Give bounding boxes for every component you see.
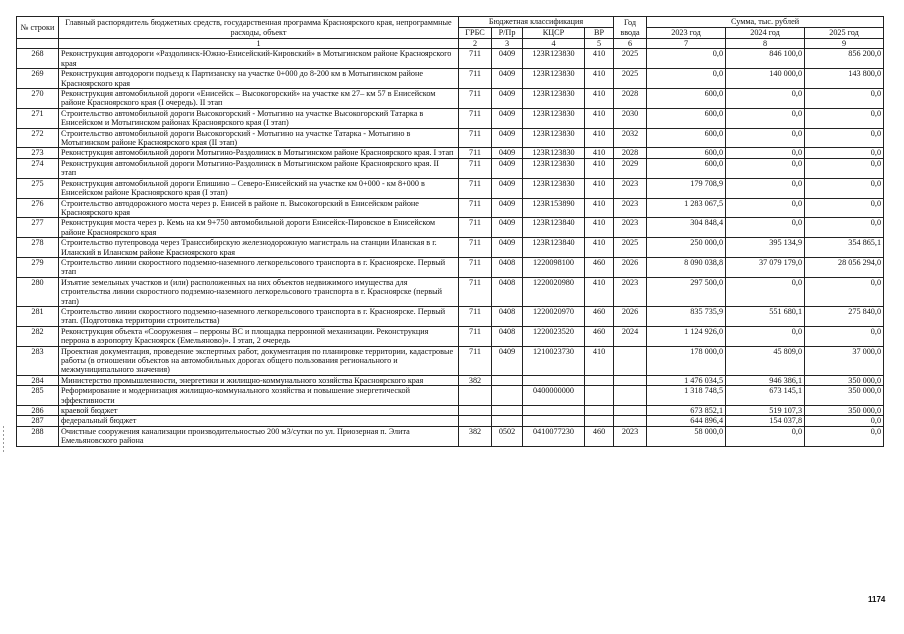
table-row xyxy=(17,416,884,426)
table-row xyxy=(17,128,884,148)
cell-grbs: 711 xyxy=(459,128,492,148)
cell-vr xyxy=(585,416,614,426)
cell-grbs xyxy=(459,406,492,416)
table-row xyxy=(17,148,884,158)
cell-vr xyxy=(585,406,614,416)
cell-rpr: 0409 xyxy=(492,69,523,89)
cell-sum-2023: 58 000,0 xyxy=(647,426,726,446)
cell-rpr xyxy=(492,406,523,416)
cell-kcsr: 123R123830 xyxy=(523,178,585,198)
table-row xyxy=(17,89,884,109)
cell-object-name: Строительство линии скоростного подземно-наземного легкорельсового транспорта в г. Красноярске. Первый этап xyxy=(59,257,459,277)
header-sum: Сумма, тыс. рублей xyxy=(647,17,884,28)
cell-vr: 410 xyxy=(585,148,614,158)
cell-row-number: 274 xyxy=(17,158,59,178)
table-row xyxy=(17,49,884,69)
cell-object-name: Строительство автодорожного моста через р. Енисей в районе п. Высокогорский в Енисейском районе Красноярского края xyxy=(59,198,459,218)
cell-year: 2023 xyxy=(614,198,647,218)
cell-grbs: 382 xyxy=(459,426,492,446)
cell-sum-2024: 0,0 xyxy=(726,178,805,198)
cell-year: 2023 xyxy=(614,178,647,198)
cell-grbs: 711 xyxy=(459,108,492,128)
cell-year: 2026 xyxy=(614,257,647,277)
cell-sum-2024: 37 079 179,0 xyxy=(726,257,805,277)
table-row xyxy=(17,406,884,416)
cell-vr: 460 xyxy=(585,306,614,326)
header-row-number: № строки xyxy=(17,17,59,39)
cell-rpr: 0409 xyxy=(492,49,523,69)
budget-table-sheet xyxy=(16,16,883,447)
cell-sum-2025: 37 000,0 xyxy=(805,346,884,375)
cell-sum-2023: 1 124 926,0 xyxy=(647,326,726,346)
cell-sum-2025: 143 800,0 xyxy=(805,69,884,89)
cell-sum-2023: 0,0 xyxy=(647,69,726,89)
table-row xyxy=(17,375,884,385)
cell-kcsr: 123R123830 xyxy=(523,108,585,128)
cell-sum-2024: 0,0 xyxy=(726,426,805,446)
cell-sum-2025: 0,0 xyxy=(805,89,884,109)
cell-row-number: 272 xyxy=(17,128,59,148)
cell-vr: 410 xyxy=(585,89,614,109)
cell-sum-2023: 600,0 xyxy=(647,148,726,158)
cell-rpr: 0408 xyxy=(492,277,523,306)
cell-year: 2023 xyxy=(614,277,647,306)
header-2024: 2024 год xyxy=(726,28,805,39)
cell-object-name: Строительство автомобильной дороги Высокогорский - Мотыгино на участке Татарка - Мотыгино в Мотыгинском районе Красноярского края (II этап) xyxy=(59,128,459,148)
cell-rpr: 0408 xyxy=(492,257,523,277)
table-row xyxy=(17,386,884,406)
table-row xyxy=(17,218,884,238)
table-row xyxy=(17,306,884,326)
cell-year: 2023 xyxy=(614,426,647,446)
cell-rpr: 0409 xyxy=(492,218,523,238)
cell-row-number: 287 xyxy=(17,416,59,426)
cell-kcsr xyxy=(523,406,585,416)
cell-object-name: Строительство автомобильной дороги Высокогорский - Мотыгино на участке Высокогорский Татарка в Енисейском и Мотыгинском районах Красноярского края (I этап) xyxy=(59,108,459,128)
cell-row-number: 277 xyxy=(17,218,59,238)
cell-kcsr: 123R123830 xyxy=(523,69,585,89)
cell-kcsr: 0410077230 xyxy=(523,426,585,446)
cell-rpr: 0408 xyxy=(492,326,523,346)
cell-sum-2023: 1 318 748,5 xyxy=(647,386,726,406)
cell-row-number: 282 xyxy=(17,326,59,346)
cell-rpr: 0409 xyxy=(492,89,523,109)
cell-kcsr: 123R123840 xyxy=(523,218,585,238)
header-object-name: Главный распорядитель бюджетных средств, государственная программа Красноярского края, непрограммные расходы, объект xyxy=(59,17,459,39)
cell-row-number: 286 xyxy=(17,406,59,416)
cell-object-name: Реконструкция автомобильной дороги Епишино – Северо-Енисейский на участке км 0+000 - км 8+000 в Енисейском районе Красноярского края (I этап) xyxy=(59,178,459,198)
header-budget-classification: Бюджетная классификация xyxy=(459,17,614,28)
cell-object-name: Изъятие земельных участков и (или) расположенных на них объектов недвижимого имущества для строительства линии скоростного подземно-наземного легкорельсового транспорта в г. Красноярске (первый этап) xyxy=(59,277,459,306)
cell-grbs: 711 xyxy=(459,346,492,375)
cell-row-number: 271 xyxy=(17,108,59,128)
cell-kcsr: 123R153890 xyxy=(523,198,585,218)
cell-vr: 460 xyxy=(585,257,614,277)
budget-table xyxy=(16,16,884,447)
column-index: 1 xyxy=(59,39,459,49)
cell-grbs: 711 xyxy=(459,148,492,158)
cell-row-number: 270 xyxy=(17,89,59,109)
cell-kcsr xyxy=(523,416,585,426)
cell-rpr: 0409 xyxy=(492,108,523,128)
cell-year xyxy=(614,416,647,426)
cell-sum-2023: 0,0 xyxy=(647,49,726,69)
cell-sum-2023: 179 708,9 xyxy=(647,178,726,198)
cell-sum-2025: 0,0 xyxy=(805,128,884,148)
cell-row-number: 275 xyxy=(17,178,59,198)
cell-sum-2024: 0,0 xyxy=(726,128,805,148)
cell-sum-2025: 350 000,0 xyxy=(805,386,884,406)
cell-vr xyxy=(585,375,614,385)
column-index: 4 xyxy=(523,39,585,49)
cell-sum-2024: 673 145,1 xyxy=(726,386,805,406)
cell-year xyxy=(614,375,647,385)
cell-row-number: 268 xyxy=(17,49,59,69)
cell-kcsr: 1220020980 xyxy=(523,277,585,306)
cell-grbs: 711 xyxy=(459,69,492,89)
cell-row-number: 285 xyxy=(17,386,59,406)
cell-vr: 410 xyxy=(585,277,614,306)
cell-sum-2025: 0,0 xyxy=(805,416,884,426)
cell-rpr xyxy=(492,375,523,385)
cell-vr: 410 xyxy=(585,49,614,69)
cell-object-name: Проектная документация, проведение экспертных работ, документация по планировке территории, кадастровые работы (в отношении объектов на автомобильных дорогах общего пользования регионального и межмуниципального значения) xyxy=(59,346,459,375)
table-row xyxy=(17,178,884,198)
cell-sum-2023: 600,0 xyxy=(647,108,726,128)
cell-year: 2025 xyxy=(614,238,647,258)
cell-year xyxy=(614,406,647,416)
cell-year: 2025 xyxy=(614,69,647,89)
header-kcsr: КЦСР xyxy=(523,28,585,39)
cell-kcsr: 1220023520 xyxy=(523,326,585,346)
table-row xyxy=(17,277,884,306)
column-index: 5 xyxy=(585,39,614,49)
cell-sum-2024: 551 680,1 xyxy=(726,306,805,326)
cell-object-name: федеральный бюджет xyxy=(59,416,459,426)
cell-sum-2025: 350 000,0 xyxy=(805,406,884,416)
cell-kcsr: 123R123830 xyxy=(523,89,585,109)
cell-vr: 410 xyxy=(585,128,614,148)
cell-sum-2024: 0,0 xyxy=(726,198,805,218)
cell-row-number: 288 xyxy=(17,426,59,446)
cell-rpr: 0409 xyxy=(492,148,523,158)
cell-object-name: Реконструкция автодороги «Раздолинск-Южно-Енисейский-Кировский» в Мотыгинском районе Красноярского края xyxy=(59,49,459,69)
cell-sum-2025: 0,0 xyxy=(805,277,884,306)
cell-sum-2023: 644 896,4 xyxy=(647,416,726,426)
table-row xyxy=(17,426,884,446)
cell-vr: 410 xyxy=(585,158,614,178)
cell-sum-2023: 304 848,4 xyxy=(647,218,726,238)
cell-object-name: Реконструкция моста через р. Кемь на км 9+750 автомобильной дороги Енисейск-Пировское в Енисейском районе Красноярского края xyxy=(59,218,459,238)
cell-sum-2023: 8 090 038,8 xyxy=(647,257,726,277)
cell-sum-2025: 0,0 xyxy=(805,198,884,218)
cell-year: 2024 xyxy=(614,326,647,346)
cell-row-number: 273 xyxy=(17,148,59,158)
cell-sum-2023: 600,0 xyxy=(647,89,726,109)
cell-sum-2023: 600,0 xyxy=(647,158,726,178)
cell-sum-2024: 846 100,0 xyxy=(726,49,805,69)
cell-sum-2024: 0,0 xyxy=(726,148,805,158)
cell-grbs: 711 xyxy=(459,198,492,218)
cell-sum-2024: 0,0 xyxy=(726,108,805,128)
cell-row-number: 278 xyxy=(17,238,59,258)
cell-sum-2025: 350 000,0 xyxy=(805,375,884,385)
cell-object-name: Реконструкция автомобильной дороги Мотыгино-Раздолинск в Мотыгинском районе Красноярского края. II этап xyxy=(59,158,459,178)
cell-grbs: 711 xyxy=(459,89,492,109)
cell-object-name: Реконструкция автомобильной дороги Мотыгино-Раздолинск в Мотыгинском районе Красноярского края. I этап xyxy=(59,148,459,158)
cell-sum-2024: 946 386,1 xyxy=(726,375,805,385)
table-row xyxy=(17,158,884,178)
cell-object-name: Реконструкция автомобильной дороги «Енисейск – Высокогорский» на участке км 27– км 57 в Енисейском районе Красноярского края (I очередь). II этап xyxy=(59,89,459,109)
cell-vr: 410 xyxy=(585,108,614,128)
cell-year: 2028 xyxy=(614,148,647,158)
cell-sum-2025: 0,0 xyxy=(805,218,884,238)
cell-sum-2023: 835 735,9 xyxy=(647,306,726,326)
cell-object-name: Строительство линии скоростного подземно-наземного легкорельсового транспорта в г. Красноярске. Первый этап. (Подготовка территории строительства) xyxy=(59,306,459,326)
cell-vr xyxy=(585,386,614,406)
cell-object-name: Очистные сооружения канализации производительностью 200 м3/сутки по ул. Приозерная п. Элита Емельяновского района xyxy=(59,426,459,446)
cell-kcsr: 0400000000 xyxy=(523,386,585,406)
cell-grbs: 711 xyxy=(459,158,492,178)
table-row xyxy=(17,238,884,258)
cell-row-number: 284 xyxy=(17,375,59,385)
cell-grbs: 711 xyxy=(459,238,492,258)
header-2023: 2023 год xyxy=(647,28,726,39)
cell-year: 2029 xyxy=(614,158,647,178)
column-index: 2 xyxy=(459,39,492,49)
column-index xyxy=(17,39,59,49)
cell-sum-2025: 28 056 294,0 xyxy=(805,257,884,277)
cell-kcsr: 123R123830 xyxy=(523,128,585,148)
cell-sum-2023: 297 500,0 xyxy=(647,277,726,306)
cell-row-number: 281 xyxy=(17,306,59,326)
cell-grbs: 711 xyxy=(459,326,492,346)
cell-sum-2024: 0,0 xyxy=(726,218,805,238)
cell-sum-2023: 1 476 034,5 xyxy=(647,375,726,385)
cell-vr: 410 xyxy=(585,218,614,238)
cell-kcsr: 123R123830 xyxy=(523,158,585,178)
cell-vr: 460 xyxy=(585,426,614,446)
cell-grbs xyxy=(459,386,492,406)
cell-sum-2023: 250 000,0 xyxy=(647,238,726,258)
cell-sum-2023: 600,0 xyxy=(647,128,726,148)
cell-rpr: 0409 xyxy=(492,158,523,178)
cell-kcsr: 123R123830 xyxy=(523,49,585,69)
cell-sum-2024: 519 107,3 xyxy=(726,406,805,416)
cell-row-number: 279 xyxy=(17,257,59,277)
cell-kcsr: 1220098100 xyxy=(523,257,585,277)
table-row xyxy=(17,69,884,89)
cell-object-name: Министерство промышленности, энергетики и жилищно-коммунального хозяйства Красноярского края xyxy=(59,375,459,385)
table-row xyxy=(17,326,884,346)
cell-year: 2028 xyxy=(614,89,647,109)
cell-sum-2025: 354 865,1 xyxy=(805,238,884,258)
cell-grbs: 711 xyxy=(459,49,492,69)
cell-object-name: Реконструкция объекта «Сооружения – перроны ВС и площадка перронной механизации. Реконструкция перрона в аэропорту Красноярск (Емельяново)». I этап, 2 очередь xyxy=(59,326,459,346)
cell-kcsr: 123R123840 xyxy=(523,238,585,258)
header-grbs: ГРБС xyxy=(459,28,492,39)
cell-sum-2025: 856 200,0 xyxy=(805,49,884,69)
table-row xyxy=(17,108,884,128)
table-row xyxy=(17,346,884,375)
cell-object-name: краевой бюджет xyxy=(59,406,459,416)
cell-sum-2024: 140 000,0 xyxy=(726,69,805,89)
cell-sum-2024: 0,0 xyxy=(726,89,805,109)
cell-sum-2023: 178 000,0 xyxy=(647,346,726,375)
cell-sum-2025: 275 840,0 xyxy=(805,306,884,326)
cell-rpr: 0409 xyxy=(492,198,523,218)
cell-object-name: Реформирование и модернизация жилищно-коммунального хозяйства и повышение энергетической эффективности xyxy=(59,386,459,406)
cell-kcsr xyxy=(523,375,585,385)
header-vr: ВР xyxy=(585,28,614,39)
cell-year: 2025 xyxy=(614,49,647,69)
cell-object-name: Строительство путепровода через Транссибирскую железнодорожную магистраль на станции Иланская в г. Иланский в Иланском районе Красноярского края xyxy=(59,238,459,258)
column-index: 6 xyxy=(614,39,647,49)
cell-sum-2024: 0,0 xyxy=(726,158,805,178)
cell-sum-2024: 154 037,8 xyxy=(726,416,805,426)
cell-grbs: 711 xyxy=(459,277,492,306)
cell-year: 2023 xyxy=(614,218,647,238)
cell-sum-2025: 0,0 xyxy=(805,108,884,128)
cell-year: 2030 xyxy=(614,108,647,128)
header-2025: 2025 год xyxy=(805,28,884,39)
cell-vr: 460 xyxy=(585,326,614,346)
cell-vr: 410 xyxy=(585,69,614,89)
cell-sum-2025: 0,0 xyxy=(805,158,884,178)
cell-sum-2023: 673 852,1 xyxy=(647,406,726,416)
cell-grbs: 711 xyxy=(459,257,492,277)
cell-sum-2025: 0,0 xyxy=(805,426,884,446)
cell-row-number: 280 xyxy=(17,277,59,306)
column-index: 9 xyxy=(805,39,884,49)
table-body xyxy=(17,49,884,446)
cell-sum-2024: 0,0 xyxy=(726,326,805,346)
cell-rpr: 0409 xyxy=(492,346,523,375)
cell-rpr xyxy=(492,386,523,406)
table-row xyxy=(17,257,884,277)
cell-kcsr: 1210023730 xyxy=(523,346,585,375)
cell-sum-2024: 0,0 xyxy=(726,277,805,306)
cell-row-number: 276 xyxy=(17,198,59,218)
cell-row-number: 269 xyxy=(17,69,59,89)
cell-year: 2032 xyxy=(614,128,647,148)
cell-year xyxy=(614,386,647,406)
cell-grbs: 711 xyxy=(459,218,492,238)
cell-rpr: 0502 xyxy=(492,426,523,446)
header-commission-year: Год ввода xyxy=(614,17,647,39)
header-rpr: Р/Пр xyxy=(492,28,523,39)
cell-sum-2025: 0,0 xyxy=(805,178,884,198)
cell-sum-2024: 395 134,9 xyxy=(726,238,805,258)
cell-grbs: 382 xyxy=(459,375,492,385)
cell-grbs: 711 xyxy=(459,306,492,326)
cell-vr: 410 xyxy=(585,198,614,218)
cell-rpr xyxy=(492,416,523,426)
cell-rpr: 0409 xyxy=(492,128,523,148)
cell-rpr: 0409 xyxy=(492,178,523,198)
column-index-row xyxy=(17,39,884,49)
cell-kcsr: 123R123830 xyxy=(523,148,585,158)
column-index: 8 xyxy=(726,39,805,49)
cell-sum-2023: 1 283 067,5 xyxy=(647,198,726,218)
margin-mark xyxy=(3,426,4,452)
cell-sum-2025: 0,0 xyxy=(805,148,884,158)
cell-vr: 410 xyxy=(585,346,614,375)
cell-rpr: 0409 xyxy=(492,238,523,258)
cell-row-number: 283 xyxy=(17,346,59,375)
cell-sum-2025: 0,0 xyxy=(805,326,884,346)
cell-year: 2026 xyxy=(614,306,647,326)
cell-kcsr: 1220020970 xyxy=(523,306,585,326)
cell-year xyxy=(614,346,647,375)
column-index: 3 xyxy=(492,39,523,49)
cell-grbs: 711 xyxy=(459,178,492,198)
cell-object-name: Реконструкция автодороги подъезд к Партизанску на участке 0+000 до 8-200 км в Мотыгинском районе Красноярского края xyxy=(59,69,459,89)
cell-sum-2024: 45 809,0 xyxy=(726,346,805,375)
cell-grbs xyxy=(459,416,492,426)
cell-vr: 410 xyxy=(585,178,614,198)
page-number: 1174 xyxy=(868,595,886,604)
column-index: 7 xyxy=(647,39,726,49)
table-row xyxy=(17,198,884,218)
cell-vr: 410 xyxy=(585,238,614,258)
cell-rpr: 0408 xyxy=(492,306,523,326)
